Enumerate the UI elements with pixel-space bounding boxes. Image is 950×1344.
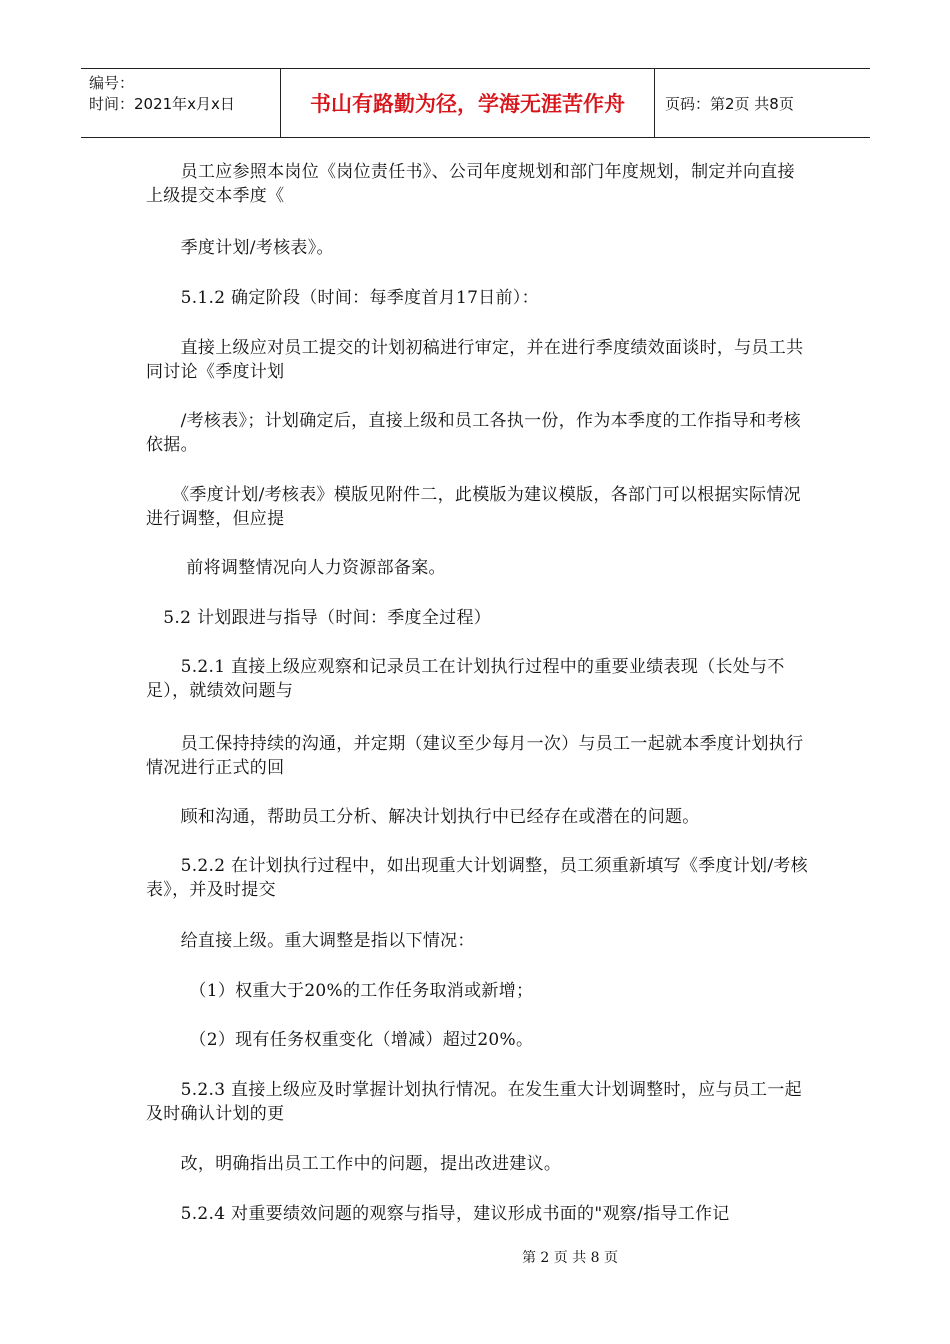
paragraph: 5.2.3 直接上级应及时掌握计划执行情况。在发生重大计划调整时，应与员工一起及时确认计划的更 [146, 1080, 802, 1124]
header-page-info: 页码：第2页 共8页 [665, 94, 794, 113]
paragraph: 《季度计划/考核表》模版见附件二，此模版为建议模版，各部门可以根据实际情况进行调整，但应提 [146, 485, 801, 529]
paragraph: 员工应参照本岗位《岗位责任书》、公司年度规划和部门年度规划，制定并向直接上级提交本季度《 [146, 162, 795, 206]
header-meta [81, 69, 281, 137]
paragraph: 给直接上级。重大调整是指以下情况： [146, 931, 475, 951]
paragraph: 直接上级应对员工提交的计划初稿进行审定，并在进行季度绩效面谈时，与员工共同讨论《季度计划 [146, 338, 804, 382]
paragraph: 员工保持持续的沟通，并定期（建议至少每月一次）与员工一起就本季度计划执行情况进行正式的回 [146, 734, 804, 778]
header-motto: 书山有路勤为径，学海无涯苦作舟 [281, 69, 655, 137]
paragraph: 改，明确指出员工工作中的问题，提出改进建议。 [146, 1154, 562, 1174]
paragraph: 5.2.2 在计划执行过程中，如出现重大计划调整，员工须重新填写《季度计划/考核表》，并及时提交 [146, 856, 808, 900]
document-date: 时间：2021年x月x日 [89, 95, 235, 113]
page-footer: 第 2 页 共 8 页 [521, 1250, 619, 1266]
paragraph: 5.2.4 对重要绩效问题的观察与指导，建议形成书面的"观察/指导工作记 [146, 1204, 730, 1224]
document-number: 编号： [89, 74, 135, 92]
section-heading: 5.1.2 确定阶段（时间：每季度首月17日前）： [146, 288, 539, 308]
paragraph: /考核表》；计划确定后，直接上级和员工各执一份，作为本季度的工作指导和考核依据。 [146, 411, 801, 455]
page-header [81, 68, 870, 138]
paragraph: 顾和沟通，帮助员工分析、解决计划执行中已经存在或潜在的问题。 [146, 807, 700, 827]
list-item: （1）权重大于20%的工作任务取消或新增； [146, 981, 534, 1001]
list-item: （2）现有任务权重变化（增减）超过20%。 [146, 1030, 534, 1050]
paragraph: 前将调整情况向人力资源部备案。 [146, 558, 446, 578]
paragraph: 5.2.1 直接上级应观察和记录员工在计划执行过程中的重要业绩表现（长处与不足），就绩效问题与 [146, 657, 785, 701]
paragraph: 季度计划/考核表》。 [146, 238, 334, 258]
section-heading: 5.2 计划跟进与指导（时间：季度全过程） [146, 608, 492, 628]
